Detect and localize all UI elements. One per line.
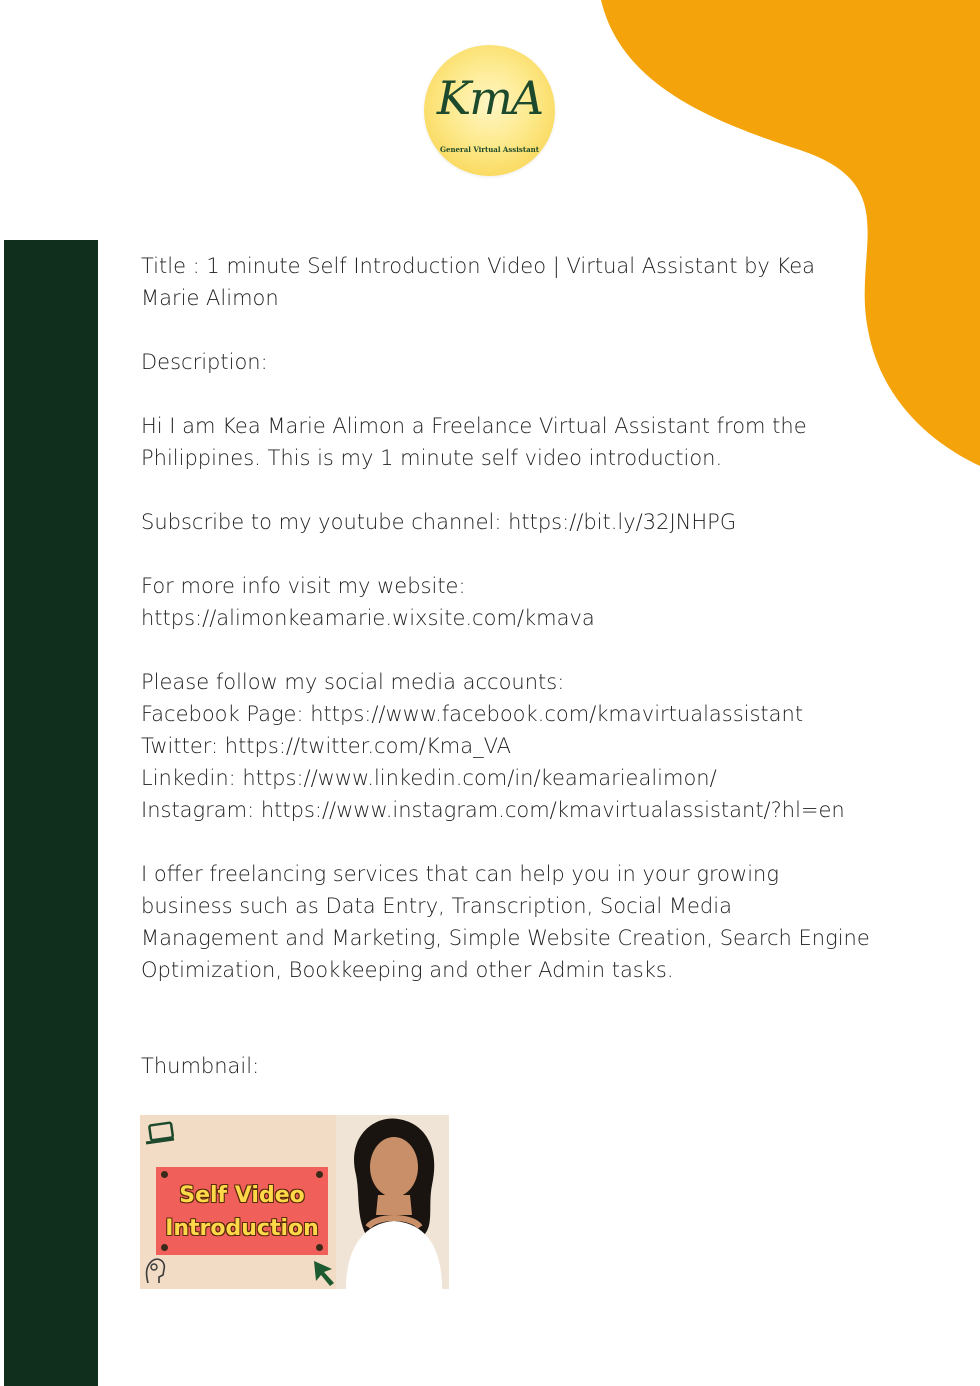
description-label: Description: bbox=[141, 350, 268, 374]
cursor-arrow-icon bbox=[312, 1259, 338, 1287]
logo-mark-text: KmA bbox=[436, 71, 543, 125]
thumbnail-title-board bbox=[156, 1167, 328, 1255]
kma-logo bbox=[424, 45, 555, 176]
social-twitter: Twitter: https://twitter.com/Kma_VA bbox=[141, 734, 511, 758]
social-linkedin: Linkedin: https://www.linkedin.com/in/keamariealimon/ bbox=[141, 766, 717, 790]
video-thumbnail bbox=[140, 1115, 449, 1289]
pin-icon bbox=[161, 1244, 168, 1251]
intro-paragraph: Hi I am Kea Marie Alimon a Freelance Virtual Assistant from the Philippines. This is my 1 minute self video introduction. bbox=[141, 414, 807, 470]
subscribe-line: Subscribe to my youtube channel: https://bit.ly/32JNHPG bbox=[141, 510, 737, 534]
social-label: Please follow my social media accounts: bbox=[141, 670, 565, 694]
document-body bbox=[141, 250, 871, 1082]
services-paragraph: I offer freelancing services that can help you in your growing business such as Data Entry, Transcription, Social Media Management and Marketing, Simple Website Creation, Search Engine Optimization, Bookkeeping and other Admin tasks. bbox=[141, 862, 870, 982]
thumbnail-line-2: Introduction bbox=[165, 1216, 319, 1241]
thumbnail-line-1: Self Video bbox=[179, 1183, 305, 1208]
website-label: For more info visit my website: bbox=[141, 574, 466, 598]
laptop-icon bbox=[144, 1121, 178, 1149]
website-url: https://alimonkeamarie.wixsite.com/kmava bbox=[141, 606, 595, 630]
video-title: Title : 1 minute Self Introduction Video | Virtual Assistant by Kea Marie Alimon bbox=[141, 254, 816, 310]
sidebar-green-bar bbox=[4, 240, 98, 1386]
social-facebook: Facebook Page: https://www.facebook.com/kmavirtualassistant bbox=[141, 702, 804, 726]
logo-tagline: General Virtual Assistant bbox=[440, 145, 539, 154]
person-photo bbox=[336, 1115, 449, 1289]
pin-icon bbox=[316, 1244, 323, 1251]
pin-icon bbox=[316, 1171, 323, 1178]
headset-icon bbox=[142, 1253, 168, 1287]
social-instagram: Instagram: https://www.instagram.com/kmavirtualassistant/?hl=en bbox=[141, 798, 845, 822]
pin-icon bbox=[161, 1171, 168, 1178]
thumbnail-label: Thumbnail: bbox=[141, 1054, 260, 1078]
